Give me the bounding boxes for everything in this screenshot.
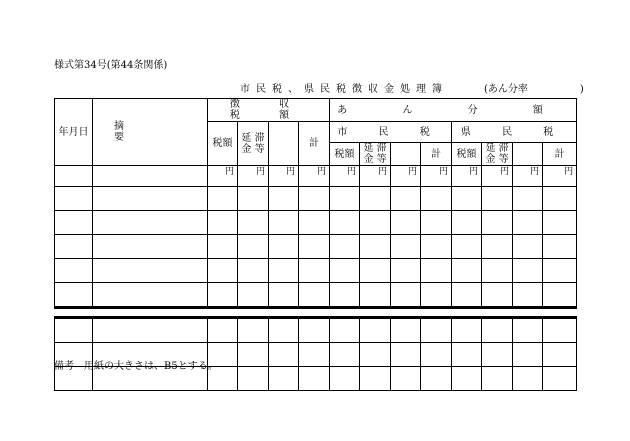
entry-cell[interactable] — [299, 343, 330, 367]
unit-row — [55, 166, 577, 187]
header-date: 年月日 — [55, 99, 93, 166]
late-fee-line2: 金 等 — [241, 143, 265, 155]
entry-cell[interactable] — [55, 211, 93, 235]
entry-cell[interactable] — [269, 318, 299, 343]
entry-cell[interactable] — [391, 367, 421, 391]
apportion-ratio-label: (あん分率 — [484, 84, 528, 95]
unit-cell — [55, 166, 93, 187]
late-fee-line1: 延 滞 — [241, 132, 265, 144]
entry-cell[interactable] — [269, 367, 299, 391]
table-row — [55, 283, 577, 308]
header-collected: 徴 収 税 額 — [208, 99, 330, 122]
entry-cell[interactable] — [391, 187, 421, 211]
entry-cell[interactable] — [452, 211, 482, 235]
entry-cell[interactable] — [543, 318, 577, 343]
entry-cell[interactable] — [452, 318, 482, 343]
entry-cell[interactable] — [299, 211, 330, 235]
entry-cell[interactable] — [55, 283, 93, 308]
remark-note: 備考 用紙の大きさは、B5とする。 — [54, 361, 218, 372]
header-city-tax: 税額 — [330, 143, 360, 166]
table-break-gap — [55, 308, 577, 318]
entry-cell[interactable] — [513, 283, 543, 308]
entry-cell[interactable] — [513, 211, 543, 235]
entry-cell[interactable] — [360, 187, 391, 211]
entry-cell[interactable] — [482, 235, 513, 259]
entry-cell[interactable] — [93, 187, 208, 211]
entry-cell[interactable] — [482, 211, 513, 235]
entry-cell[interactable] — [421, 211, 452, 235]
unit-cell: 円 — [238, 166, 269, 187]
entry-cell[interactable] — [238, 367, 269, 391]
entry-cell[interactable] — [452, 343, 482, 367]
entry-cell[interactable] — [360, 343, 391, 367]
table-row — [55, 318, 577, 343]
form-number: 様式第34号(第44条関係) — [54, 60, 168, 71]
entry-cell[interactable] — [452, 259, 482, 283]
table-row — [55, 187, 577, 211]
entry-cell[interactable] — [238, 235, 269, 259]
entry-cell[interactable] — [421, 235, 452, 259]
entry-cell[interactable] — [421, 187, 452, 211]
entry-cell[interactable] — [482, 187, 513, 211]
unit-cell: 円 — [391, 166, 421, 187]
entry-cell[interactable] — [513, 367, 543, 391]
entry-cell[interactable] — [330, 259, 360, 283]
entry-cell[interactable] — [543, 367, 577, 391]
entry-cell[interactable] — [269, 283, 299, 308]
entry-cell[interactable] — [238, 318, 269, 343]
entry-cell[interactable] — [452, 283, 482, 308]
entry-cell[interactable] — [93, 318, 208, 343]
entry-cell[interactable] — [421, 283, 452, 308]
apportion-ratio-close: ) — [579, 84, 584, 95]
table-row — [55, 211, 577, 235]
entry-cell[interactable] — [421, 343, 452, 367]
entry-cell[interactable] — [55, 235, 93, 259]
entry-cell[interactable] — [93, 259, 208, 283]
header-pref-blank — [513, 143, 543, 166]
entry-cell[interactable] — [238, 211, 269, 235]
entry-cell[interactable] — [513, 259, 543, 283]
entry-cell[interactable] — [299, 235, 330, 259]
entry-cell[interactable] — [421, 367, 452, 391]
entry-cell[interactable] — [55, 187, 93, 211]
entry-cell[interactable] — [391, 283, 421, 308]
entry-cell[interactable] — [330, 367, 360, 391]
unit-cell: 円 — [482, 166, 513, 187]
entry-cell[interactable] — [360, 318, 391, 343]
entry-cell[interactable] — [269, 211, 299, 235]
header-pref-total: 計 — [543, 143, 577, 166]
entry-cell[interactable] — [513, 187, 543, 211]
unit-cell: 円 — [421, 166, 452, 187]
entry-cell[interactable] — [299, 367, 330, 391]
entry-cell[interactable] — [360, 367, 391, 391]
entry-cell[interactable] — [391, 259, 421, 283]
table-row — [55, 259, 577, 283]
entry-cell[interactable] — [482, 259, 513, 283]
entry-cell[interactable] — [238, 343, 269, 367]
entry-cell[interactable] — [208, 211, 238, 235]
entry-cell[interactable] — [360, 283, 391, 308]
entry-cell[interactable] — [452, 235, 482, 259]
form-title: 市民税、県民税徴収金処理簿 — [240, 84, 448, 95]
entry-cell[interactable] — [330, 187, 360, 211]
entry-cell[interactable] — [330, 318, 360, 343]
unit-cell: 円 — [208, 166, 238, 187]
entry-cell[interactable] — [269, 343, 299, 367]
header-summary: 摘 要 — [93, 99, 208, 166]
header-city-late-fee — [360, 143, 391, 166]
header-city-blank — [391, 143, 421, 166]
late-fee-line1: 延 滞 — [485, 143, 509, 154]
header-apportion: あ ん 分 額 — [330, 99, 577, 122]
entry-cell[interactable] — [330, 283, 360, 308]
entry-cell[interactable] — [513, 318, 543, 343]
unit-cell: 円 — [360, 166, 391, 187]
entry-cell[interactable] — [208, 235, 238, 259]
entry-cell[interactable] — [391, 211, 421, 235]
entry-cell[interactable] — [55, 318, 93, 343]
entry-cell[interactable] — [238, 187, 269, 211]
unit-cell: 円 — [513, 166, 543, 187]
entry-cell[interactable] — [299, 283, 330, 308]
entry-cell[interactable] — [482, 318, 513, 343]
entry-cell[interactable] — [269, 235, 299, 259]
late-fee-line1: 延 滞 — [363, 143, 387, 154]
unit-cell: 円 — [452, 166, 482, 187]
entry-cell[interactable] — [543, 211, 577, 235]
unit-cell: 円 — [269, 166, 299, 187]
late-fee-line2: 金 等 — [485, 154, 509, 165]
header-pref-tax: 税額 — [452, 143, 482, 166]
entry-cell[interactable] — [93, 235, 208, 259]
entry-cell[interactable] — [543, 235, 577, 259]
late-fee-line2: 金 等 — [363, 154, 387, 165]
header-collected-total: 計 — [299, 122, 330, 166]
table-break — [55, 308, 577, 318]
entry-cell[interactable] — [299, 187, 330, 211]
header-city: 市 民 税 — [330, 122, 452, 143]
entry-cell[interactable] — [330, 211, 360, 235]
entry-cell[interactable] — [360, 259, 391, 283]
entry-cell[interactable] — [421, 318, 452, 343]
entry-cell[interactable] — [208, 283, 238, 308]
entry-cell[interactable] — [452, 367, 482, 391]
entry-cell[interactable] — [543, 259, 577, 283]
header-collected-tax: 税額 — [208, 122, 238, 166]
entry-cell[interactable] — [513, 235, 543, 259]
entry-cell[interactable] — [330, 235, 360, 259]
header-prefecture: 県 民 税 — [452, 122, 577, 143]
entry-cell[interactable] — [543, 283, 577, 308]
entry-cell[interactable] — [55, 259, 93, 283]
entry-cell[interactable] — [513, 343, 543, 367]
entry-cell[interactable] — [208, 259, 238, 283]
entry-cell[interactable] — [391, 318, 421, 343]
entry-cell[interactable] — [269, 187, 299, 211]
entry-cell[interactable] — [360, 235, 391, 259]
apportion-ratio — [484, 80, 584, 95]
header-city-total: 計 — [421, 143, 452, 166]
entry-cell[interactable] — [543, 187, 577, 211]
entry-cell[interactable] — [482, 283, 513, 308]
unit-cell: 円 — [299, 166, 330, 187]
table-row — [55, 235, 577, 259]
ledger-table — [54, 98, 577, 391]
entry-cell[interactable] — [299, 318, 330, 343]
entry-cell[interactable] — [238, 283, 269, 308]
entry-cell[interactable] — [93, 211, 208, 235]
entry-cell[interactable] — [299, 259, 330, 283]
entry-cell[interactable] — [482, 367, 513, 391]
entry-cell[interactable] — [421, 259, 452, 283]
header-pref-late-fee — [482, 143, 513, 166]
entry-cell[interactable] — [208, 318, 238, 343]
entry-cell[interactable] — [482, 343, 513, 367]
entry-cell[interactable] — [360, 211, 391, 235]
entry-cell[interactable] — [208, 187, 238, 211]
entry-cell[interactable] — [391, 343, 421, 367]
entry-cell[interactable] — [452, 187, 482, 211]
entry-cell[interactable] — [269, 259, 299, 283]
entry-cell[interactable] — [543, 343, 577, 367]
unit-cell: 円 — [330, 166, 360, 187]
entry-cell[interactable] — [391, 235, 421, 259]
unit-cell — [93, 166, 208, 187]
entry-cell[interactable] — [330, 343, 360, 367]
entry-cell[interactable] — [238, 259, 269, 283]
unit-cell: 円 — [543, 166, 577, 187]
entry-cell[interactable] — [93, 283, 208, 308]
